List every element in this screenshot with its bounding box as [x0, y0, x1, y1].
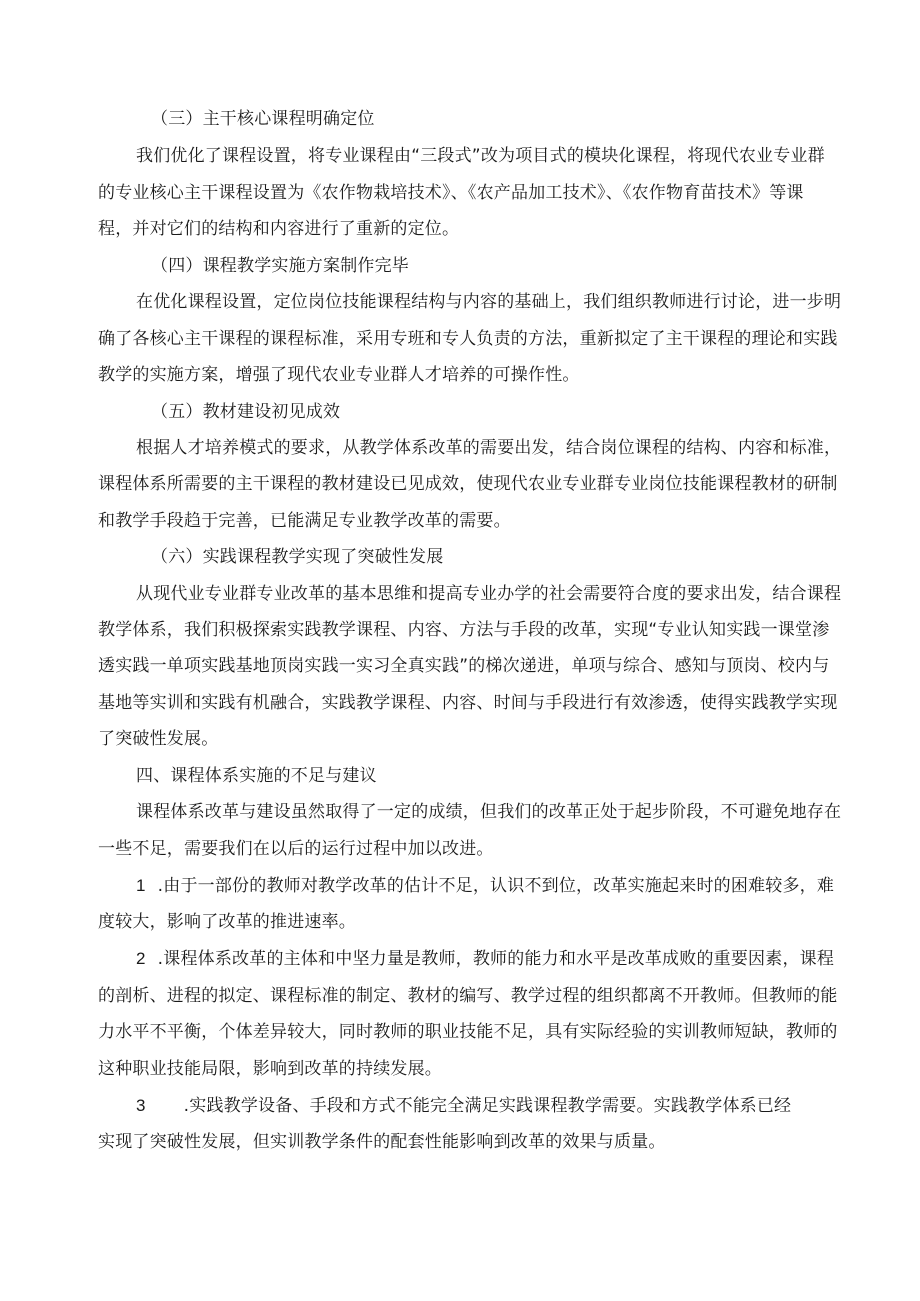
- paragraph-line: 了突破性发展。: [98, 729, 219, 749]
- paragraph-line: 程，并对它们的结构和内容进行了重新的定位。: [98, 219, 460, 239]
- paragraph-line: 的专业核心主干课程设置为《农作物栽培技术》、《农产品加工技术》、《农作物育苗技术》等课: [98, 183, 804, 203]
- paragraph-line: 的剖析、进程的拟定、课程标准的制定、教材的编写、教学过程的组织都离不开教师。但教师的能: [98, 986, 838, 1006]
- paragraph-line: 实现了突破性发展，但实训教学条件的配套性能影响到改革的效果与质量。: [98, 1132, 666, 1152]
- paragraph-line: 度较大，影响了改革的推进速率。: [98, 912, 356, 932]
- section-heading-5: （五）教材建设初见成效: [151, 402, 341, 422]
- list-item-3: [136, 1094, 791, 1118]
- list-item-text: .实践教学设备、手段和方式不能完全满足实践课程教学需要。实践教学体系已经: [183, 1096, 792, 1116]
- paragraph-line: 课程体系改革与建设虽然取得了一定的成绩，但我们的改革正处于起步阶段，不可避免地存在: [136, 802, 842, 822]
- paragraph-line: 教学体系，我们积极探索实践教学课程、内容、方法与手段的改革，实现“专业认知实践一课堂渗: [98, 620, 830, 640]
- list-item-text: .由于一部份的教师对教学改革的估计不足，认识不到位，改革实施起来时的困难较多，难: [157, 876, 835, 896]
- paragraph-line: 在优化课程设置，定位岗位技能课程结构与内容的基础上，我们组织教师进行讨论，进一步明: [136, 292, 842, 312]
- list-item-text: .课程体系改革的主体和中坚力量是教师，教师的能力和水平是改革成败的重要因素，课程: [157, 949, 835, 969]
- paragraph-line: 基地等实训和实践有机融合，实践教学课程、内容、时间与手段进行有效渗透，使得实践教学实现: [98, 693, 838, 713]
- paragraph-line: 和教学手段趋于完善，已能满足专业教学改革的需要。: [98, 511, 511, 531]
- paragraph-line: 力水平不平衡，个体差异较大，同时教师的职业技能不足，具有实际经验的实训教师短缺，教师的: [98, 1022, 838, 1042]
- paragraph-line: 一些不足，需要我们在以后的运行过程中加以改进。: [98, 839, 494, 859]
- section-heading-6: （六）实践课程教学实现了突破性发展: [151, 547, 444, 567]
- list-number: 2: [136, 949, 146, 968]
- section-heading-4: （四）课程教学实施方案制作完毕: [151, 256, 409, 276]
- list-item-1: [136, 874, 834, 898]
- list-number: 1: [136, 876, 146, 895]
- paragraph-line: 这种职业技能局限，影响到改革的持续发展。: [98, 1059, 442, 1079]
- list-item-2: [136, 947, 834, 971]
- paragraph-line: 透实践一单项实践基地顶岗实践一实习全真实践”的梯次递进，单项与综合、感知与顶岗、校内与: [98, 656, 830, 676]
- chapter-heading-4: 四、课程体系实施的不足与建议: [136, 766, 377, 786]
- paragraph-line: 教学的实施方案，增强了现代农业专业群人才培养的可操作性。: [98, 365, 580, 385]
- paragraph-line: 确了各核心主干课程的课程标准，采用专班和专人负责的方法，重新拟定了主干课程的理论和实践: [98, 329, 838, 349]
- paragraph-line: 从现代业专业群专业改革的基本思维和提高专业办学的社会需要符合度的要求出发，结合课程: [136, 584, 842, 604]
- paragraph-line: 根据人才培养模式的要求，从教学体系改革的需要出发，结合岗位课程的结构、内容和标准，: [136, 438, 842, 458]
- paragraph-line: 课程体系所需要的主干课程的教材建设已见成效，使现代农业专业群专业岗位技能课程教材的研制: [98, 474, 838, 494]
- list-number: 3: [136, 1096, 146, 1115]
- section-heading-3: （三）主干核心课程明确定位: [151, 109, 375, 129]
- paragraph-line: 我们优化了课程设置，将专业课程由“三段式”改为项目式的模块化课程，将现代农业专业群: [136, 146, 825, 166]
